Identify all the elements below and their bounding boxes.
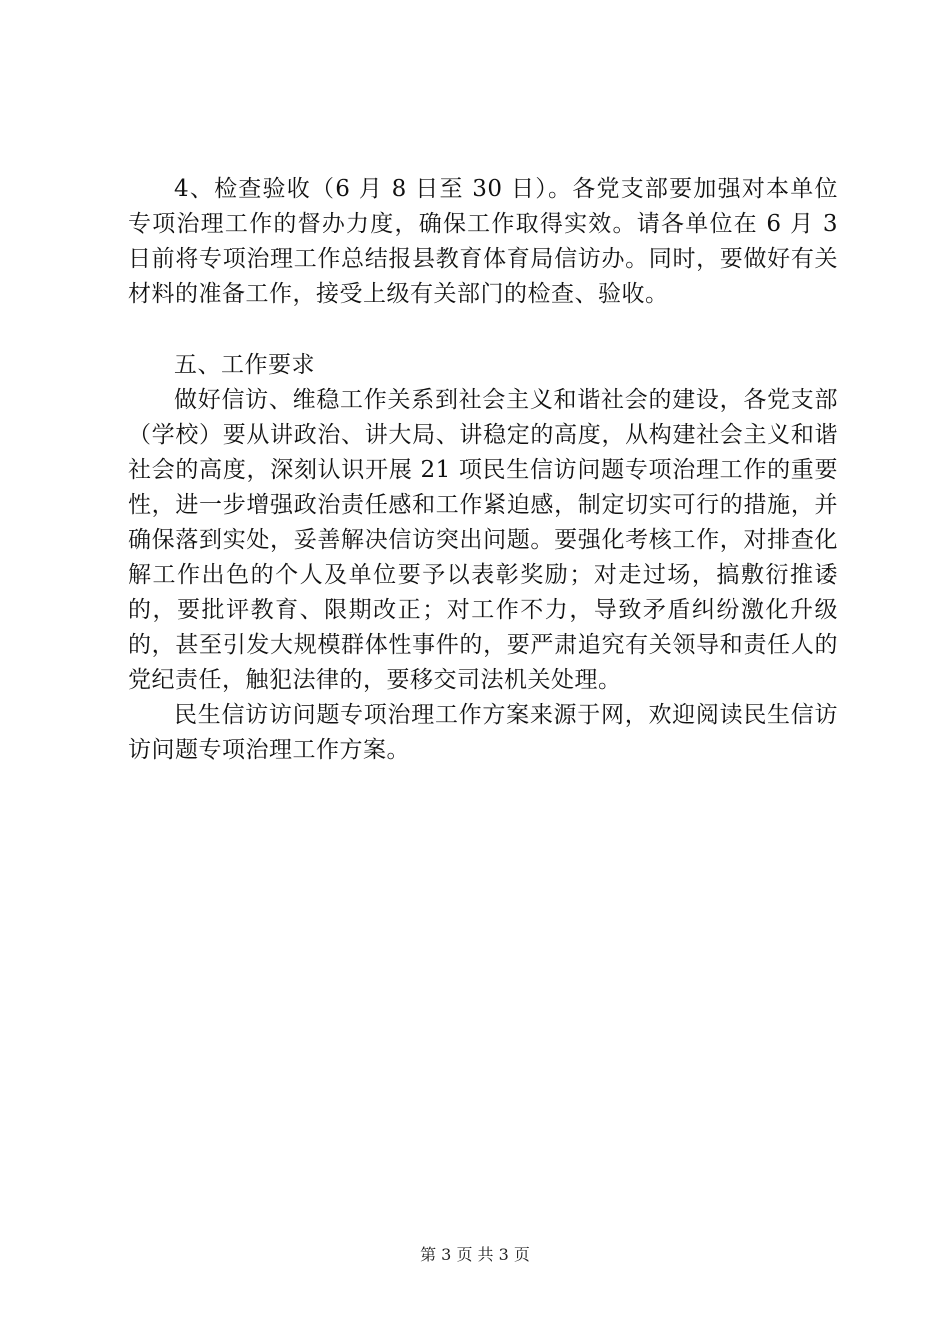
paragraph-gap (128, 312, 838, 348)
paragraph-source-note: 民生信访访问题专项治理工作方案来源于网，欢迎阅读民生信访访问题专项治理工作方案。 (128, 702, 838, 763)
section-heading-work-requirements: 五、工作要求 (174, 352, 315, 378)
paragraph-work-requirements: 做好信访、维稳工作关系到社会主义和谐社会的建设，各党支部（学校）要从讲政治、讲大局、讲稳定的高度，从构建社会主义和谐社会的高度，深刻认识开展 21 项民生信访问题专项治理工作的重要性，进一步增强政治责任感和工作紧迫感，制定切实可行的措施，并确保落到实处，妥善解决信访突出问题。要强化考核工作，对排查化解工作出色的个人及单位要予以表彰奖励；对走过场，搞敷衍推诿的，要批评教育、限期改正；对工作不力，导致矛盾纠纷激化升级的，甚至引发大规模群体性事件的，要严肃追究有关领导和责任人的党纪责任，触犯法律的，要移交司法机关处理。 (128, 387, 838, 693)
document-body (128, 172, 838, 768)
paragraph-inspection: 4、检查验收（6 月 8 日至 30 日）。各党支部要加强对本单位专项治理工作的督办力度，确保工作取得实效。请各单位在 6 月 3 日前将专项治理工作总结报县教育体育局信访办。同时，要做好有关材料的准备工作，接受上级有关部门的检查、验收。 (128, 176, 838, 307)
page-footer: 第 3 页 共 3 页 (420, 1245, 530, 1264)
